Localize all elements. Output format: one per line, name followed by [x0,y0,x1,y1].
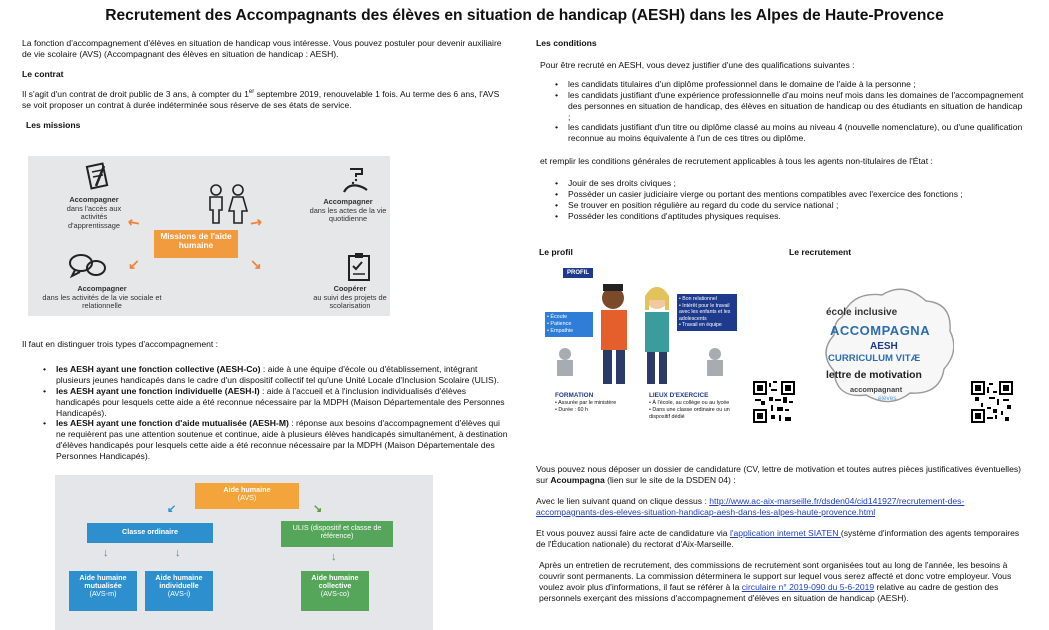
arrow-icon: ↓ [331,551,337,563]
missions-diagram [28,156,390,316]
depot-paragraph: Vous pouvez nous déposer un dossier de candidature (CV, lettre de motivation et toutes autres pièces justificatives éventuelles) sur Acoumpagna (lien sur le site de la DSDEN 04) : [536,464,1022,485]
list-item: • les AESH ayant une fonction collective (AESH-Co) : aide à une équipe d'école ou d'établissement, intégrant plusieurs jeunes handicapés dans le cadre d'un dispositif collectif tel qu'une Unité Locale d'Inclusion Scolaire (ULIS). [56,364,510,386]
arrow-icon: ↘ [250,256,262,272]
types-section [22,339,510,462]
conditions-heading: Les conditions [536,38,597,48]
dsden-link[interactable]: http://www.ac-aix-marseille.fr/dsden04/cid141927/recrutement-des-accompagnants-des-eleves-situation-handicap-aesh-dans-les-alpes-haute-provence.html [536,495,965,517]
list-item: • Jouir de ses droits civiques ; [568,178,1026,189]
list-item: • les candidats justifiant d'une expérience professionnelle d'au moins neuf mois dans les domaines de l'accompagnement des personnes en situation de handicap, des élèves en situation de handicap ou des étudiants en situation de handicap ; [568,90,1026,123]
siaten-link[interactable]: l'application internet SIATEN [729,527,841,538]
right-column [536,38,1026,222]
list-item: • les candidats titulaires d'un diplôme professionnel dans le domaine de l'aide à la personne ; [568,79,1026,90]
qr-code-right [971,381,1013,423]
arrow-icon: ↓ [103,547,109,559]
checklist-icon [346,252,372,282]
candidature-section [536,464,1022,604]
speech-bubbles-icon [68,252,108,282]
left-column [22,38,510,130]
mission-1: Accompagner dans l'accès aux activités d'apprentissage [66,195,122,230]
recrutement-heading: Le recrutement [789,247,852,257]
collective-box: Aide humaine collective (AVS-co) [301,571,369,611]
qualities-box: • Écoute • Patience • Empathie [545,312,593,337]
cloud-word: AESH [870,341,898,352]
contrat-heading: Le contrat [22,68,64,79]
profil-illustration [545,268,741,430]
contrat-paragraph: Il s'agit d'un contrat de droit public de 3 ans, à compter du 1er septembre 2019, renouvelable 1 fois. Au terme des 6 ans, l'AVS se voit proposer un contrat à durée indéterminée sous réserve de ses états de service. [22,88,500,110]
arrow-icon: ↓ [175,547,181,559]
aide-humaine-diagram [55,475,433,630]
list-item: • les AESH ayant une fonction individuelle (AESH-I) : aide à l'accueil et à l'inclusion individualisés d'élèves handicapés pour lesquels cette aide a été reconnue nécessaire par la MDPH (Maison Départementale des Personnes Handicapés). [56,386,510,419]
word-cloud [812,287,954,411]
individuelle-box: Aide humaine individuelle (AVS-i) [145,571,213,611]
skills-box: • Bon relationnel • Intérêt pour le travail avec les enfants et les adolescents • Travail en équipe [677,294,737,331]
qualifications-list [536,79,1026,144]
intro-paragraph: La fonction d'accompagnement d'élèves en situation de handicap vous intéresse. Vous pouvez postuler pour devenir auxiliaire de vie scolaire (AVS) (Accompagnant des élèves en situation de handicap : AESH). [22,38,502,59]
list-item: • les candidats justifiant d'un titre ou diplôme classé au moins au niveau 4 (nouvelle nomenclature), ou d'une qualification reconnue au moins équivalente à l'un de ces titres ou diplôme. [568,122,1026,144]
cloud-word: accompagnant [850,385,903,394]
qr-code-left [753,381,795,423]
mission-3: Accompagner dans les activités de la vie sociale et relationnelle [42,284,162,311]
list-item: • Posséder les conditions d'aptitudes physiques requises. [568,211,1026,222]
entretien-paragraph: Après un entretien de recrutement, des commissions de recrutement sont organisées tout au long de l'année, les besoins à couvrir sont permanents. La commission déterminera le support sur lequel vous serez affecté et donc votre employeur. Vous voulez avoir plus d'informations, il faut se référer à la circulaire n° 2019-090 du 5-6-2019 relative au cadre de gestion des personnels exerçant des missions d'accompagnement d'élèves en situation de handicap (AESH). [539,560,1012,604]
people-icon [202,184,252,224]
cloud-word: élèves [878,395,897,402]
classe-ordinaire-box: Classe ordinaire [87,523,213,543]
arrow-icon: ↘ [313,503,323,515]
arrow-icon: ↙ [128,256,140,272]
missions-center: Missions de l'aide humaine [154,230,238,258]
general-intro: et remplir les conditions générales de recrutement applicables à tous les agents non-titulaires de l'État : [540,156,933,167]
page-title: Recrutement des Accompagnants des élèves en situation de handicap (AESH) dans les Alpes de Haute-Provence [105,7,944,24]
cloud-word: lettre de motivation [826,370,922,381]
general-list [536,178,1026,222]
missions-heading: Les missions [26,119,81,130]
arrow-icon: ↗ [246,212,266,233]
types-list [22,364,510,462]
arrow-icon: ↖ [123,212,143,233]
conditions-intro: Pour être recruté en AESH, vous devez justifier d'une des qualifications suivantes : [540,59,855,70]
lien-paragraph: Avec le lien suivant quand on clique dessus : http://www.ac-aix-marseille.fr/dsden04/cid141927/recrutement-des-accompagnants-des-eleves-situation-handicap-aesh-dans-les-alpes-haute-provence.html [536,495,965,517]
cloud-word: ACCOMPAGNA [830,323,931,338]
cloud-word: CURRICULUM VITÆ [828,353,921,364]
mission-4: Coopérer au suivi des projets de scolarisation [313,284,387,311]
siaten-paragraph: Et vous pouvez aussi faire acte de candidature via l'application internet SIATEN (système d'information des agents temporaires de l'Éducation nationale) du rectorat d'Aix-Marseille. [536,527,1020,549]
lieux-box: LIEUX D'EXERCICE • À l'école, au collège ou au lycée • Dans une classe ordinaire ou un dispositif dédié [649,392,730,420]
cloud-word: école inclusive [826,307,898,318]
profil-heading: Le profil [539,247,573,257]
list-item: • les AESH ayant une fonction d'aide mutualisée (AESH-M) : réponse aux besoins d'accompagnement d'élèves qui ne requièrent pas une attention soutenue et continue, aide à plusieurs élèves handicapés simultanément, à destination d'élèves handicapés pour lesquels cette aide a été reconnue nécessaire par la MDPH (Maison Départementale des Personnes Handicapés). [56,418,510,462]
ulis-box: ULIS (dispositif et classe de référence) [281,521,393,547]
profil-tag: PROFIL [563,268,593,278]
mutualisee-box: Aide humaine mutualisée (AVS-m) [69,571,137,611]
teaching-icon [82,162,112,192]
aide-humaine-box: Aide humaine (AVS) [195,483,299,509]
list-item: • Se trouver en position régulière au regard du code du service national ; [568,200,1026,211]
arrow-icon: ↙ [167,503,177,515]
types-intro: Il faut en distinguer trois types d'accompagnement : [22,339,219,349]
list-item: • Posséder un casier judiciaire vierge ou portant des mentions compatibles avec l'exercice des fonctions ; [568,189,1026,200]
formation-box: FORMATION • Assurée par le ministère • Durée : 60 h [555,392,617,413]
circulaire-link[interactable]: circulaire n° 2019-090 du 5-6-2019 [741,582,875,593]
handwash-icon [340,166,370,196]
mission-2: Accompagner dans les actes de la vie quotidienne [309,197,387,224]
